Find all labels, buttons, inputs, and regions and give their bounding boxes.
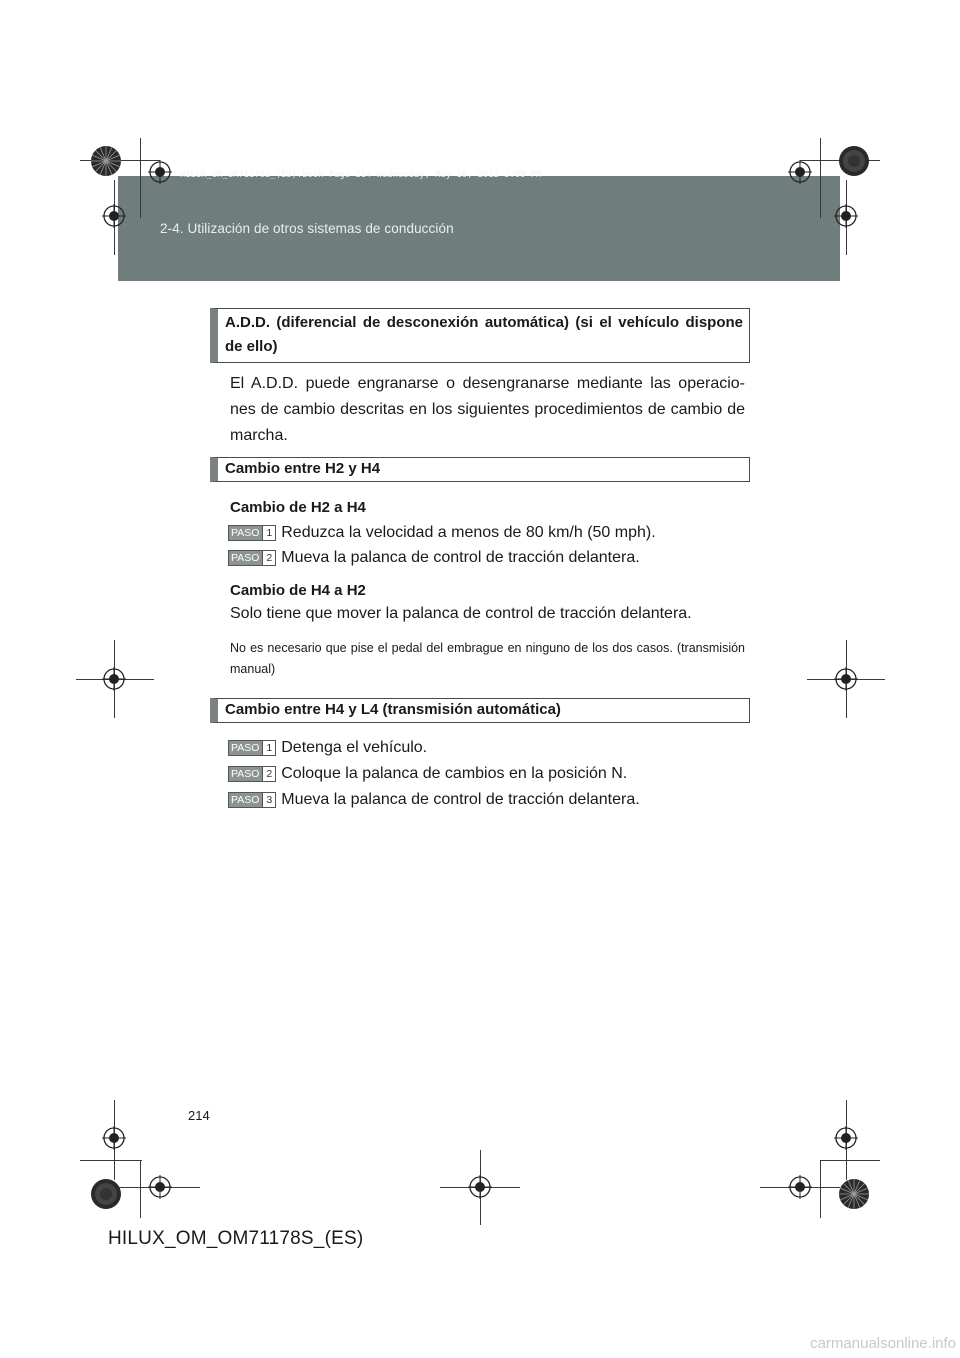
- registration-mark-icon: [788, 160, 812, 184]
- registration-mark-icon: [788, 1175, 812, 1199]
- paragraph-add: El A.D.D. puede engranarse o desengranarse mediante las operacio-nes de cambio descritas en los siguientes procedimientos de cambio de marcha.: [230, 375, 745, 444]
- star-target-icon: [90, 1178, 122, 1210]
- step-item: [228, 738, 427, 758]
- step-badge: PASO 1: [228, 740, 276, 756]
- step-text: Reduzca la velocidad a menos de 80 km/h (50 mph).: [281, 524, 656, 541]
- registration-mark-icon: [468, 1175, 492, 1199]
- subheading-h2-to-h4: Cambio de H2 a H4: [230, 499, 366, 516]
- step-badge: PASO 2: [228, 766, 276, 782]
- print-info: HILUX_OM_OM71178S_(ES).book Page 214 Wednesday, May 16, 2012 3:09 PM: [180, 170, 542, 180]
- step-badge: PASO 1: [228, 525, 276, 541]
- note-text: No es necesario que pise el pedal del embrague en ninguno de los dos casos. (transmisión manual): [230, 641, 745, 676]
- step-text: Detenga el vehículo.: [281, 739, 428, 756]
- section-title: 2-4. Utilización de otros sistemas de conducción: [160, 221, 454, 236]
- crop-line: [140, 138, 141, 218]
- paragraph-h4-to-h2: Solo tiene que mover la palanca de control de tracción delantera.: [230, 605, 692, 622]
- registration-mark-icon: [102, 1126, 126, 1150]
- star-target-icon: [90, 145, 122, 177]
- step-text: Mueva la palanca de control de tracción delantera.: [281, 549, 640, 566]
- heading-h2-h4: Cambio entre H2 y H4: [210, 457, 750, 482]
- crop-line: [820, 1160, 880, 1161]
- step-text: Mueva la palanca de control de tracción delantera.: [281, 791, 640, 808]
- step-item: [228, 790, 640, 810]
- step-item: [228, 764, 627, 784]
- document-code: HILUX_OM_OM71178S_(ES): [108, 1228, 364, 1249]
- crop-line: [80, 1160, 142, 1161]
- registration-mark-icon: [102, 204, 126, 228]
- step-badge: PASO 2: [228, 550, 276, 566]
- registration-mark-icon: [834, 667, 858, 691]
- star-target-icon: [838, 1178, 870, 1210]
- star-target-icon: [838, 145, 870, 177]
- registration-mark-icon: [102, 667, 126, 691]
- step-badge: PASO 3: [228, 792, 276, 808]
- registration-mark-icon: [148, 1175, 172, 1199]
- crop-line: [140, 1160, 141, 1218]
- registration-mark-icon: [148, 160, 172, 184]
- subheading-h4-to-h2: Cambio de H4 a H2: [230, 582, 366, 599]
- registration-mark-icon: [834, 1126, 858, 1150]
- step-text: Coloque la palanca de cambios en la posición N.: [281, 765, 628, 782]
- step-item: [228, 548, 640, 568]
- heading-h4-l4: Cambio entre H4 y L4 (transmisión automática): [210, 698, 750, 723]
- crop-line: [820, 1160, 821, 1218]
- heading-add: A.D.D. (diferencial de desconexión automática) (si el vehículo dispone de ello): [210, 308, 750, 363]
- page-number: 214: [188, 1108, 210, 1123]
- step-item: [228, 523, 656, 543]
- crop-line: [820, 138, 821, 218]
- registration-mark-icon: [834, 204, 858, 228]
- watermark: carmanualsonline.info: [810, 1335, 956, 1352]
